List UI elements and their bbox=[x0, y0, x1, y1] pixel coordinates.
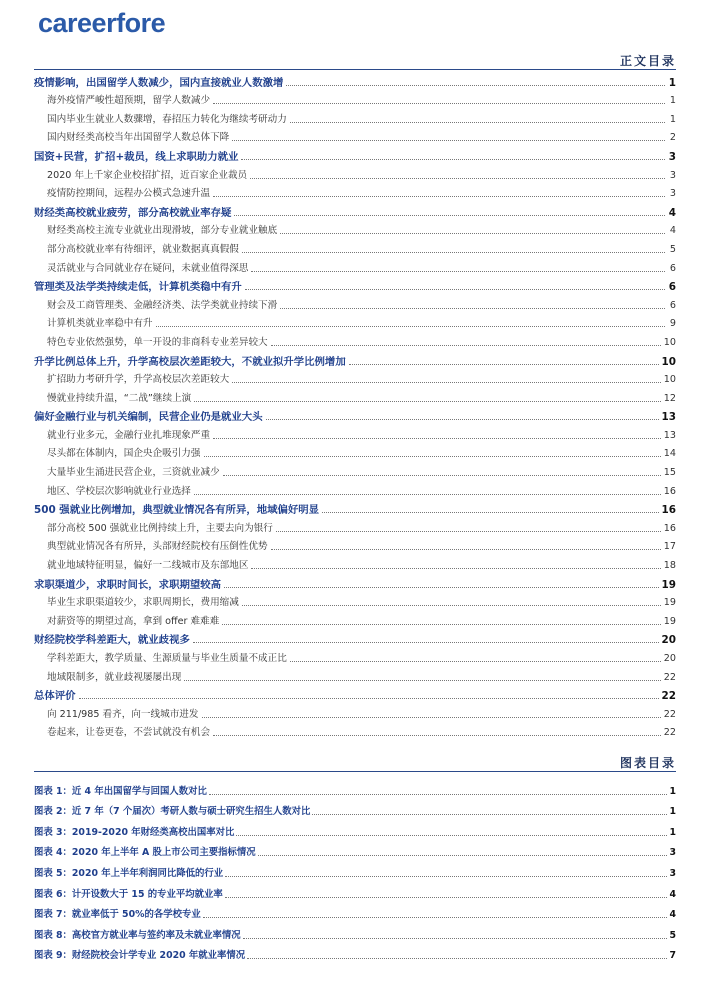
dot-leader bbox=[202, 717, 661, 718]
toc-section-entry[interactable] bbox=[34, 666, 676, 685]
toc-section-entry[interactable] bbox=[34, 517, 676, 536]
figure-entry-page: 5 bbox=[669, 929, 676, 941]
dot-leader bbox=[194, 494, 661, 495]
toc-chapter-entry[interactable] bbox=[34, 499, 676, 518]
toc-chapter-entry[interactable] bbox=[34, 685, 676, 704]
dot-leader bbox=[280, 308, 665, 309]
toc-entry-title: 就业行业多元，金融行业扎堆现象严重 bbox=[47, 429, 211, 441]
figure-entry-title: 图表 3：2019-2020 年财经类高校出国率对比 bbox=[34, 826, 235, 838]
toc-entry-title: 就业地域特征明显，偏好一二线城市及东部地区 bbox=[47, 560, 249, 572]
dot-leader bbox=[184, 680, 660, 681]
toc-entry-page: 6 bbox=[668, 281, 676, 294]
toc-section-entry[interactable] bbox=[34, 369, 676, 388]
dot-leader bbox=[194, 401, 661, 402]
careerfore-logo: careerfore bbox=[38, 8, 166, 38]
toc-entry-title: 慢就业持续升温，“二战”继续上演 bbox=[47, 392, 192, 404]
toc-entry-title: 疫情防控期间，远程办公模式急速升温 bbox=[47, 188, 211, 200]
toc-entry-title: 特色专业依然强势，单一开设的非商科专业差异较大 bbox=[47, 336, 268, 348]
toc-entry-page: 22 bbox=[663, 727, 676, 739]
dot-leader bbox=[251, 568, 660, 569]
figure-entry-page: 1 bbox=[669, 785, 676, 797]
dot-leader bbox=[280, 233, 665, 234]
dot-leader bbox=[213, 735, 661, 736]
toc-entry-page: 4 bbox=[669, 225, 676, 237]
dot-leader bbox=[232, 382, 661, 383]
dot-leader bbox=[245, 289, 665, 290]
figure-entry-page: 4 bbox=[669, 888, 676, 900]
toc-entry-page: 9 bbox=[669, 318, 676, 330]
toc-entry-title: 地域限制多，就业歧视屡屡出现 bbox=[47, 671, 182, 683]
toc-entry-title: 毕业生求职渠道较少，求职周期长，费用缩减 bbox=[47, 597, 239, 609]
dot-leader bbox=[223, 475, 661, 476]
dot-leader bbox=[290, 661, 661, 662]
figure-entry-title: 图表 1：近 4 年出国留学与回国人数对比 bbox=[34, 785, 207, 797]
toc-entry-title: 灵活就业与合同就业存在疑问，未就业值得深思 bbox=[47, 262, 249, 274]
dot-leader bbox=[79, 698, 659, 699]
dot-leader bbox=[242, 605, 661, 606]
toc-entry-page: 19 bbox=[661, 578, 676, 591]
toc-entry-title: 典型就业情况各有所异，头部财经院校有压倒性优势 bbox=[47, 541, 268, 553]
toc-entry-page: 20 bbox=[661, 634, 676, 647]
toc-entry-page: 13 bbox=[661, 411, 676, 424]
toc-entry-page: 16 bbox=[663, 485, 676, 497]
toc-chapter-entry[interactable] bbox=[34, 406, 676, 425]
figure-entry[interactable] bbox=[34, 818, 676, 839]
toc-entry-title: 500 强就业比例增加，典型就业情况各有所异，地域偏好明显 bbox=[34, 504, 320, 517]
toc-section-entry[interactable] bbox=[34, 536, 676, 555]
toc-entry-title: 财会及工商管理类、金融经济类、法学类就业持续下滑 bbox=[47, 299, 278, 311]
toc-entry-page: 1 bbox=[669, 95, 676, 107]
figure-entry-page: 7 bbox=[669, 950, 676, 962]
toc-entry-page: 16 bbox=[661, 504, 676, 517]
toc-entry-page: 5 bbox=[669, 243, 676, 255]
figures-rule bbox=[34, 771, 676, 772]
dot-leader bbox=[251, 271, 665, 272]
dot-leader bbox=[204, 456, 661, 457]
toc-chapter-entry[interactable] bbox=[34, 201, 676, 220]
toc-entry-title: 求职渠道少，求职时间长，求职期望较高 bbox=[34, 578, 222, 591]
toc-entry-title: 大量毕业生涌进民营企业，三资就业减少 bbox=[47, 467, 220, 479]
toc-entry-title: 总体评价 bbox=[34, 690, 76, 703]
toc-entry-page: 16 bbox=[663, 522, 676, 534]
dot-leader bbox=[224, 587, 659, 588]
figure-entry-title: 图表 9：财经院校会计学专业 2020 年就业率情况 bbox=[34, 950, 246, 962]
dot-leader bbox=[213, 196, 665, 197]
dot-leader bbox=[243, 938, 668, 939]
dot-leader bbox=[286, 85, 665, 86]
dot-leader bbox=[349, 364, 659, 365]
figure-entry-title: 图表 6：计开设数大于 15 的专业平均就业率 bbox=[34, 888, 223, 900]
toc-section-entry[interactable] bbox=[34, 592, 676, 611]
toc-entry-title: 疫情影响，出国留学人数减少，国内直接就业人数激增 bbox=[34, 76, 284, 89]
toc-rule bbox=[34, 69, 676, 70]
toc-entry-page: 19 bbox=[663, 597, 676, 609]
figure-entry[interactable] bbox=[34, 921, 676, 942]
dot-leader bbox=[232, 140, 665, 141]
toc-chapter-entry[interactable] bbox=[34, 629, 676, 648]
toc-entry-title: 国资+民营，扩招+裁员，线上求职助力就业 bbox=[34, 150, 239, 163]
figure-entry-title: 图表 8：高校官方就业率与签约率及未就业率情况 bbox=[34, 929, 241, 941]
toc-entry-title: 尽头都在体制内，国企央企吸引力强 bbox=[47, 448, 201, 460]
figure-entry[interactable] bbox=[34, 839, 676, 860]
toc-section-entry[interactable] bbox=[34, 443, 676, 462]
toc-entry-title: 海外疫情严峻性超预期，留学人数减少 bbox=[47, 95, 211, 107]
toc-entry-page: 12 bbox=[663, 392, 676, 404]
dot-leader bbox=[225, 876, 667, 877]
toc-entry-page: 22 bbox=[661, 690, 676, 703]
dot-leader bbox=[250, 178, 665, 179]
toc-section-entry[interactable] bbox=[34, 554, 676, 573]
dot-leader bbox=[193, 642, 659, 643]
toc-entry-title: 2020 年上千家企业校招扩招，近百家企业裁员 bbox=[47, 169, 248, 181]
toc-entry-title: 偏好金融行业与机关编制，民营企业仍是就业大头 bbox=[34, 411, 263, 424]
dot-leader bbox=[322, 512, 658, 513]
toc-section-entry[interactable] bbox=[34, 610, 676, 629]
toc-entry-page: 13 bbox=[663, 429, 676, 441]
toc-entry-page: 14 bbox=[663, 448, 676, 460]
figure-entry-page: 3 bbox=[669, 867, 676, 879]
dot-leader bbox=[234, 215, 665, 216]
toc-chapter-entry[interactable] bbox=[34, 145, 676, 164]
figure-entry-page: 1 bbox=[669, 806, 676, 818]
toc-entry-title: 学科差距大，教学质量、生源质量与毕业生质量不成正比 bbox=[47, 653, 287, 664]
toc-entry-title: 财经类高校就业疲劳，部分高校就业率存疑 bbox=[34, 206, 232, 219]
toc-section-entry[interactable] bbox=[34, 183, 676, 202]
figure-entry-page: 4 bbox=[669, 909, 676, 921]
toc-entry-title: 对薪资等的期望过高，拿到 offer 难难难 bbox=[47, 615, 220, 627]
toc-entry-page: 3 bbox=[669, 169, 676, 181]
toc-entry-page: 19 bbox=[663, 615, 676, 627]
dot-leader bbox=[236, 835, 667, 836]
toc-entry-page: 3 bbox=[668, 150, 676, 163]
toc-entry-title: 国内财经类高校当年出国留学人数总体下降 bbox=[47, 132, 230, 144]
figure-entry-title: 图表 4：2020 年上半年 A 股上市公司主要指标情况 bbox=[34, 847, 256, 859]
table-of-contents bbox=[34, 71, 676, 740]
dot-leader bbox=[312, 814, 667, 815]
dot-leader bbox=[276, 531, 661, 532]
toc-entry-page: 1 bbox=[669, 113, 676, 125]
toc-section-entry[interactable] bbox=[34, 108, 676, 127]
dot-leader bbox=[156, 326, 665, 327]
dot-leader bbox=[290, 122, 665, 123]
dot-leader bbox=[271, 345, 661, 346]
figure-entry-title: 图表 5：2020 年上半年利润同比降低的行业 bbox=[34, 867, 224, 879]
toc-entry-page: 15 bbox=[663, 467, 676, 479]
toc-entry-page: 17 bbox=[663, 541, 676, 553]
dot-leader bbox=[247, 958, 667, 959]
toc-section-entry[interactable] bbox=[34, 722, 676, 741]
toc-entry-title: 国内毕业生就业人数骤增，春招压力转化为继续考研动力 bbox=[47, 113, 287, 125]
toc-section-entry[interactable] bbox=[34, 647, 676, 666]
dot-leader bbox=[222, 624, 660, 625]
figure-entry[interactable] bbox=[34, 901, 676, 922]
toc-entry-title: 卷起来，让卷更卷，不尝试就没有机会 bbox=[47, 727, 211, 739]
toc-section-entry[interactable] bbox=[34, 90, 676, 109]
dot-leader bbox=[258, 855, 668, 856]
toc-section-entry[interactable] bbox=[34, 257, 676, 276]
dot-leader bbox=[203, 917, 668, 918]
toc-entry-page: 10 bbox=[663, 374, 676, 386]
toc-entry-title: 部分高校 500 强就业比例持续上升，主要去向为银行 bbox=[47, 522, 273, 534]
toc-entry-title: 管理类及法学类持续走低，计算机类稳中有升 bbox=[34, 281, 242, 294]
toc-section-entry[interactable] bbox=[34, 461, 676, 480]
toc-entry-title: 计算机类就业率稳中有升 bbox=[47, 318, 153, 330]
toc-section-entry[interactable] bbox=[34, 238, 676, 257]
toc-section-entry[interactable] bbox=[34, 220, 676, 239]
dot-leader bbox=[213, 438, 661, 439]
toc-chapter-entry[interactable] bbox=[34, 573, 676, 592]
toc-chapter-entry[interactable] bbox=[34, 350, 676, 369]
toc-section-entry[interactable] bbox=[34, 480, 676, 499]
toc-entry-title: 向 211/985 看齐，向一线城市进发 bbox=[47, 708, 199, 720]
toc-entry-title: 财经院校学科差距大，就业歧视多 bbox=[34, 634, 190, 647]
toc-section-entry[interactable] bbox=[34, 313, 676, 332]
toc-entry-page: 22 bbox=[663, 671, 676, 683]
toc-chapter-entry[interactable] bbox=[34, 276, 676, 295]
toc-section-entry[interactable] bbox=[34, 331, 676, 350]
dot-leader bbox=[242, 252, 665, 253]
toc-entry-title: 部分高校就业率有待细评，就业数据真真假假 bbox=[47, 243, 239, 255]
toc-section-entry[interactable] bbox=[34, 424, 676, 443]
figure-entry-page: 3 bbox=[669, 847, 676, 859]
toc-entry-title: 升学比例总体上升，升学高校层次差距较大，不就业拟升学比例增加 bbox=[34, 355, 346, 368]
figure-entry[interactable] bbox=[34, 880, 676, 901]
toc-section-entry[interactable] bbox=[34, 387, 676, 406]
dot-leader bbox=[241, 159, 665, 160]
figure-entry[interactable] bbox=[34, 777, 676, 798]
toc-section-entry[interactable] bbox=[34, 703, 676, 722]
toc-entry-page: 1 bbox=[668, 76, 676, 89]
figure-entry[interactable] bbox=[34, 798, 676, 819]
toc-entry-page: 3 bbox=[669, 188, 676, 200]
toc-section-entry[interactable] bbox=[34, 164, 676, 183]
figure-entry[interactable] bbox=[34, 859, 676, 880]
toc-entry-page: 20 bbox=[663, 653, 676, 664]
dot-leader bbox=[209, 794, 668, 795]
toc-entry-title: 财经类高校主流专业就业出现滑坡，部分专业就业触底 bbox=[47, 225, 278, 237]
toc-entry-page: 6 bbox=[669, 262, 676, 274]
toc-section-entry[interactable] bbox=[34, 294, 676, 313]
toc-entry-page: 10 bbox=[663, 336, 676, 348]
figure-entry-title: 图表 7：就业率低于 50%的各学校专业 bbox=[34, 909, 201, 921]
toc-entry-title: 地区、学校层次影响就业行业选择 bbox=[47, 485, 191, 497]
toc-entry-page: 18 bbox=[663, 560, 676, 572]
dot-leader bbox=[271, 549, 661, 550]
dot-leader bbox=[213, 103, 665, 104]
toc-entry-page: 2 bbox=[669, 132, 676, 144]
list-of-figures bbox=[34, 777, 676, 962]
toc-entry-page: 10 bbox=[661, 355, 676, 368]
figure-entry-title: 图表 2：近 7 年（7 个届次）考研人数与硕士研究生招生人数对比 bbox=[34, 806, 311, 818]
dot-leader bbox=[266, 419, 659, 420]
toc-chapter-entry[interactable] bbox=[34, 71, 676, 90]
dot-leader bbox=[225, 897, 668, 898]
figure-entry-page: 1 bbox=[669, 826, 676, 838]
toc-entry-title: 扩招助力考研升学，升学高校层次差距较大 bbox=[47, 374, 230, 386]
toc-entry-page: 4 bbox=[668, 206, 676, 219]
toc-heading: 正文目录 bbox=[619, 54, 676, 68]
toc-entry-page: 22 bbox=[663, 708, 676, 720]
figure-entry[interactable] bbox=[34, 942, 676, 963]
figures-heading: 图表目录 bbox=[619, 756, 676, 770]
toc-section-entry[interactable] bbox=[34, 127, 676, 146]
toc-entry-page: 6 bbox=[669, 299, 676, 311]
